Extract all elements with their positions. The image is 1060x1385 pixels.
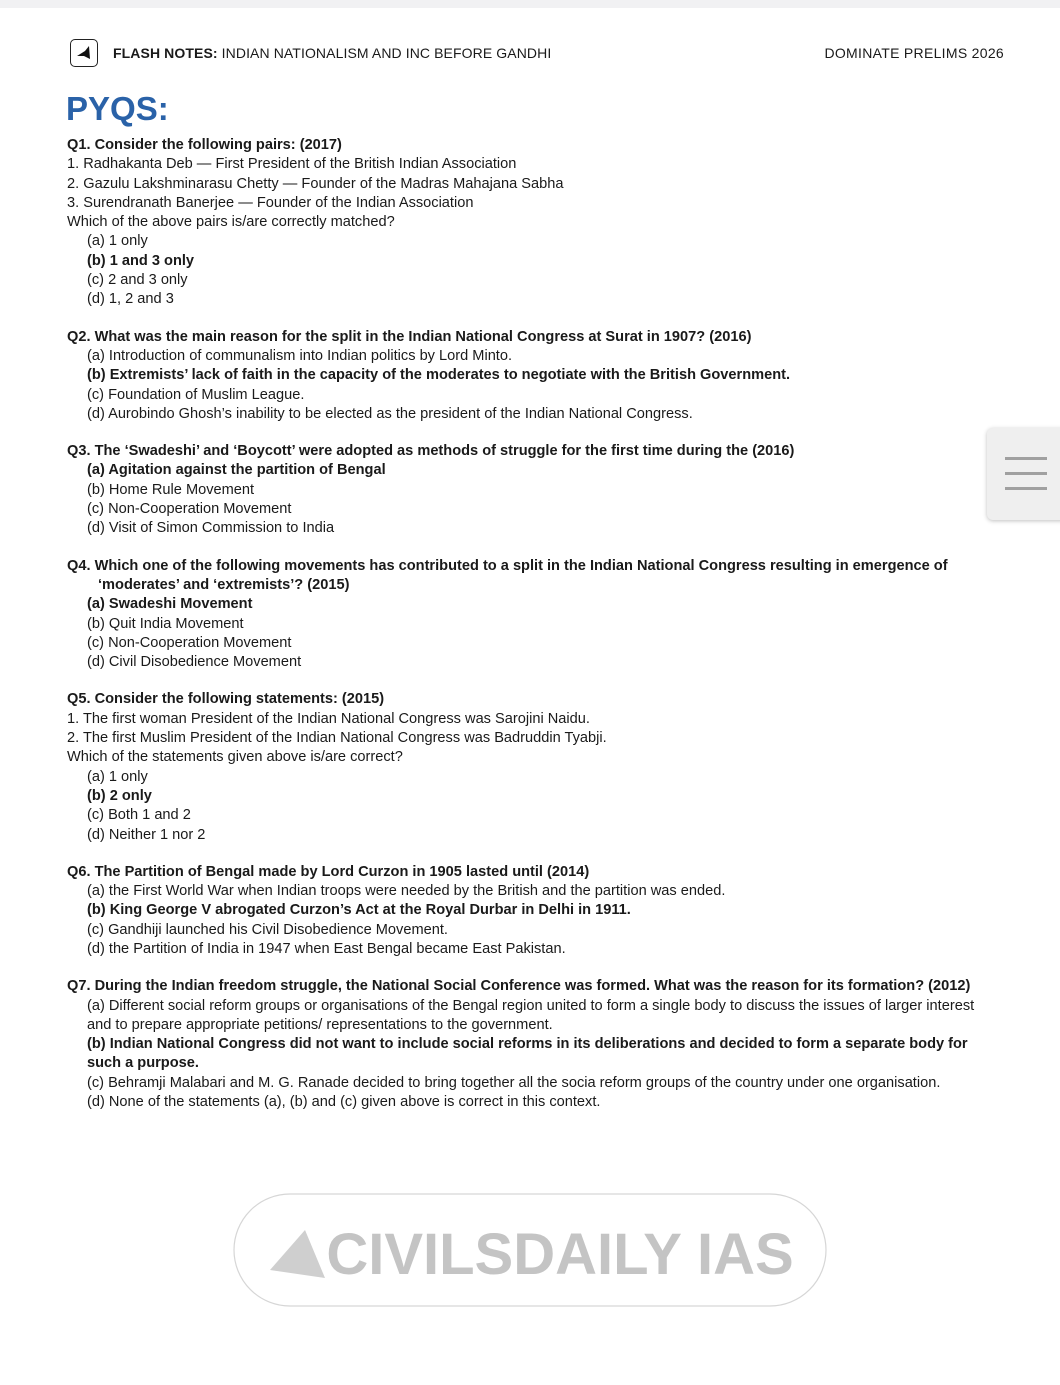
option: (c) Non-Cooperation Movement bbox=[87, 501, 292, 518]
option: (c) Gandhiji launched his Civil Disobedience Movement. bbox=[87, 921, 448, 938]
option: (b) Home Rule Movement bbox=[87, 481, 255, 498]
statement-line: 1. Radhakanta Deb — First President of the British Indian Association bbox=[67, 156, 517, 173]
spacer bbox=[67, 845, 982, 863]
question-block bbox=[67, 557, 982, 673]
correct-option: (b) 1 and 3 only bbox=[87, 252, 195, 269]
option: (d) Neither 1 nor 2 bbox=[87, 826, 206, 843]
option: (d) the Partition of India in 1947 when East Bengal became East Pakistan. bbox=[87, 940, 566, 957]
correct-option: (a) Swadeshi Movement bbox=[87, 596, 253, 613]
statement-line: 2. Gazulu Lakshminarasu Chetty — Founder of the Madras Mahajana Sabha bbox=[67, 175, 564, 192]
spacer bbox=[67, 672, 982, 690]
correct-option: (b) King George V abrogated Curzon’s Act at the Royal Durbar in Delhi in 1911. bbox=[87, 902, 631, 919]
question-text: Q3. The ‘Swadeshi’ and ‘Boycott’ were adopted as methods of struggle for the first time during the (2016) bbox=[67, 443, 795, 460]
question-text: Q4. Which one of the following movements has contributed to a split in the Indian National Congress resulting in emergence of ‘moderates’ and ‘extremists’? (2015) bbox=[67, 557, 948, 593]
question-block bbox=[67, 328, 982, 424]
question-block bbox=[67, 863, 982, 959]
spacer bbox=[67, 310, 982, 328]
menu-icon-line bbox=[1005, 457, 1047, 460]
option: (a) the First World War when Indian troops were needed by the British and the partition was ended. bbox=[87, 883, 726, 900]
option: (c) Both 1 and 2 bbox=[87, 807, 191, 824]
page-header bbox=[70, 39, 1004, 67]
questions-list bbox=[67, 136, 982, 1112]
menu-button[interactable] bbox=[987, 428, 1060, 520]
question-text: Q5. Consider the following statements: (2015) bbox=[67, 691, 385, 708]
option: (c) Non-Cooperation Movement bbox=[87, 634, 292, 651]
watermark-outline bbox=[234, 1194, 826, 1306]
option: (a) Introduction of communalism into Indian politics by Lord Minto. bbox=[87, 347, 513, 364]
page-title: PYQS: bbox=[66, 90, 169, 127]
spacer bbox=[67, 539, 982, 557]
statement-line: 2. The first Muslim President of the Indian National Congress was Badruddin Tyabji. bbox=[67, 730, 607, 747]
correct-option: (b) 2 only bbox=[87, 787, 152, 804]
option: (b) Quit India Movement bbox=[87, 615, 244, 632]
header-label: FLASH NOTES: bbox=[113, 45, 218, 61]
menu-icon-line bbox=[1005, 487, 1047, 490]
option: (d) Civil Disobedience Movement bbox=[87, 654, 302, 671]
statement-line: Which of the above pairs is/are correctly matched? bbox=[67, 214, 395, 231]
logo-icon bbox=[70, 39, 98, 67]
question-text: Q2. What was the main reason for the split in the Indian National Congress at Surat in 1907? (2016) bbox=[67, 328, 752, 345]
top-bar bbox=[0, 0, 1060, 8]
question-text: Q7. During the Indian freedom struggle, the National Social Conference was formed. What was the reason for its formation? (2012) bbox=[67, 978, 971, 995]
question-text: Q6. The Partition of Bengal made by Lord Curzon in 1905 lasted until (2014) bbox=[67, 863, 590, 880]
option: (a) 1 only bbox=[87, 768, 148, 785]
question-block bbox=[67, 690, 982, 844]
question-block bbox=[67, 442, 982, 538]
watermark-text: CIVILSDAILY IAS bbox=[326, 1222, 794, 1287]
statement-line: 1. The first woman President of the Indian National Congress was Sarojini Naidu. bbox=[67, 710, 590, 727]
correct-option: (a) Agitation against the partition of Bengal bbox=[87, 462, 386, 479]
question-block bbox=[67, 136, 982, 310]
option: (d) 1, 2 and 3 bbox=[87, 291, 174, 308]
header-right: DOMINATE PRELIMS 2026 bbox=[824, 45, 1004, 61]
statement-line: Which of the statements given above is/are correct? bbox=[67, 749, 403, 766]
watermark bbox=[230, 1190, 830, 1310]
spacer bbox=[67, 959, 982, 977]
spacer bbox=[67, 424, 982, 442]
correct-option: (b) Extremists’ lack of faith in the capacity of the moderates to negotiate with the British Government. bbox=[87, 367, 791, 384]
question-block bbox=[67, 977, 982, 1112]
watermark-logo-icon bbox=[270, 1230, 325, 1278]
statement-line: 3. Surendranath Banerjee — Founder of the Indian Association bbox=[67, 194, 474, 211]
option: (d) Aurobindo Ghosh’s inability to be elected as the president of the Indian National Congress. bbox=[87, 405, 693, 422]
option: (c) 2 and 3 only bbox=[87, 272, 188, 289]
question-text: Q1. Consider the following pairs: (2017) bbox=[67, 137, 342, 153]
option: (c) Foundation of Muslim League. bbox=[87, 386, 305, 403]
option: (c) Behramji Malabari and M. G. Ranade decided to bring together all the socia reform groups of the country under one organisation. bbox=[87, 1074, 941, 1091]
menu-icon-line bbox=[1005, 472, 1047, 475]
option: (d) None of the statements (a), (b) and (c) given above is correct in this context. bbox=[87, 1094, 601, 1111]
option: (a) 1 only bbox=[87, 233, 148, 250]
header-title: INDIAN NATIONALISM AND INC BEFORE GANDHI bbox=[221, 45, 552, 61]
option: (a) Different social reform groups or organisations of the Bengal region united to form a single body to discuss the issues of larger interest and to prepare appropriate petitions/ representations to the government. bbox=[87, 997, 975, 1033]
option: (d) Visit of Simon Commission to India bbox=[87, 520, 335, 537]
correct-option: (b) Indian National Congress did not want to include social reforms in its deliberations and decided to form a separate body for such a purpose. bbox=[87, 1036, 968, 1072]
